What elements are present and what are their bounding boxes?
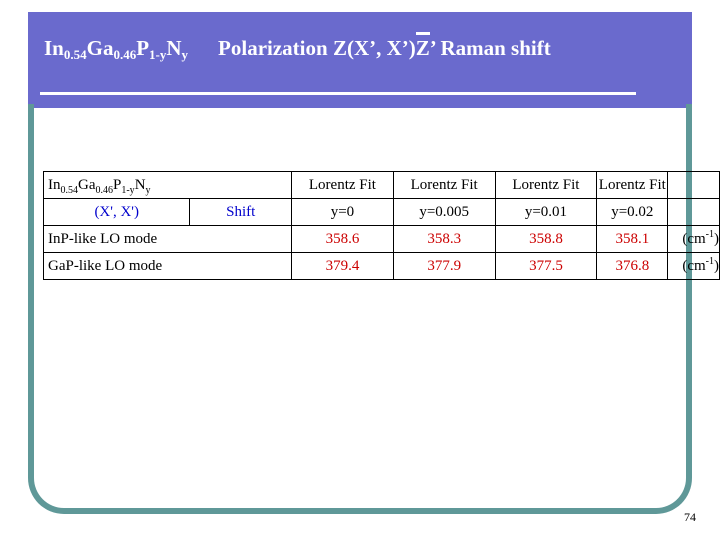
value-cell: 358.8: [495, 226, 597, 253]
value-cell: 358.6: [292, 226, 394, 253]
table-header-row: [44, 172, 720, 199]
value-cell: 376.8: [597, 253, 668, 280]
empty-composition-cell: [668, 199, 720, 226]
title-raman-shift: ’ Raman shift: [429, 36, 551, 60]
header-cell: Lorentz Fit: [393, 172, 495, 199]
value-cell: 358.3: [393, 226, 495, 253]
empty-header-cell: [668, 172, 720, 199]
formula-cell: $In_{0.54}Ga_{0.46}P_{1-y}N_y$: [44, 172, 292, 199]
value-cell: 377.5: [495, 253, 597, 280]
content-frame: [28, 104, 692, 514]
title-underline: [40, 92, 636, 95]
mode-label-cell: GaP-like LO mode: [44, 253, 292, 280]
composition-cell: y=0.02: [597, 199, 668, 226]
composition-cell: y=0.005: [393, 199, 495, 226]
mode-label-cell: InP-like LO mode: [44, 226, 292, 253]
unit-cell: $(cm^{-1})$: [668, 226, 720, 253]
unit-cell: $(cm^{-1})$: [668, 253, 720, 280]
header-cell: Lorentz Fit: [495, 172, 597, 199]
composition-cell: y=0: [292, 199, 394, 226]
header-cell: Lorentz Fit: [292, 172, 394, 199]
header-cell: Lorentz Fit: [597, 172, 668, 199]
page-number: 74: [684, 510, 696, 524]
value-cell: 379.4: [292, 253, 394, 280]
slide-title: $In_{0.54}Ga_{0.46}P_{1-y}N_y$ Polarization Z(X’, X’)Z’ Raman shift: [44, 36, 551, 62]
title-polarization: Polarization Z(X’, X’): [218, 36, 416, 60]
polarization-cell: (X', X'): [44, 199, 190, 226]
value-cell: 377.9: [393, 253, 495, 280]
shift-label-cell: Shift: [190, 199, 292, 226]
value-cell: 358.1: [597, 226, 668, 253]
composition-row: [44, 199, 720, 226]
raman-table: [43, 171, 720, 280]
composition-cell: y=0.01: [495, 199, 597, 226]
table-row: [44, 226, 720, 253]
title-overbar-z: Z: [415, 36, 430, 60]
table-row: [44, 253, 720, 280]
